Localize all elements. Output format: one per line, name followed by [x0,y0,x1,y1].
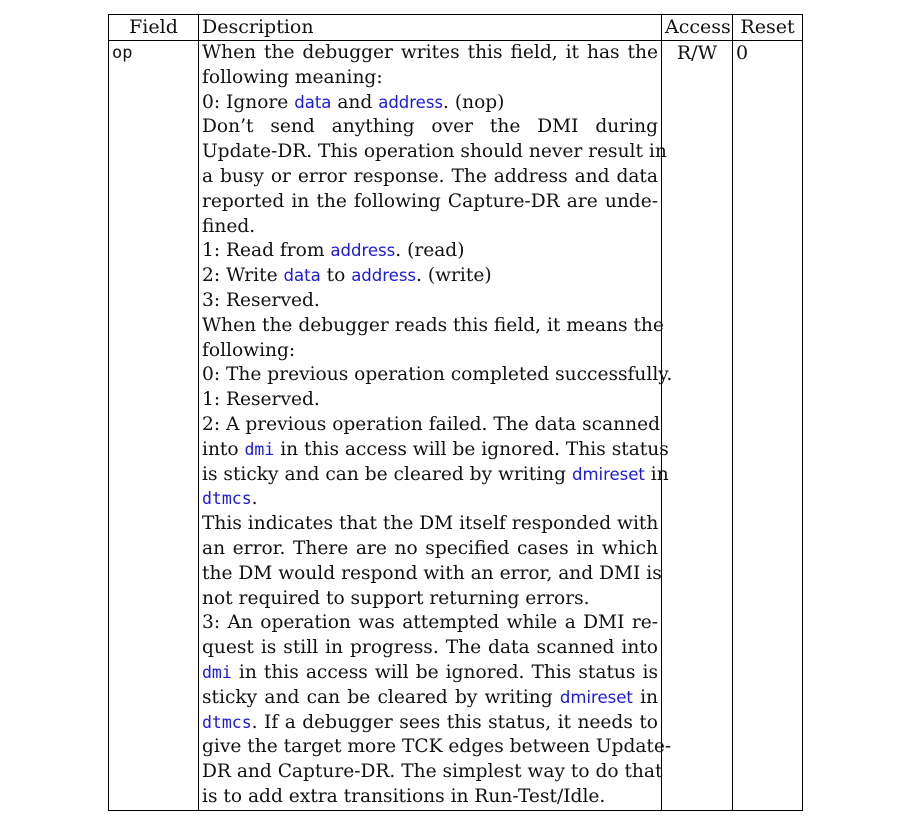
description-text: fined. [202,215,256,237]
description-text: sticky and can be cleared by writing [202,686,560,708]
description-line [202,711,658,736]
description-line [202,760,663,785]
description-line [202,388,658,413]
register-link[interactable]: data [294,92,332,112]
description-text: This indicates that the DM itself responded with [202,513,659,535]
description-text: quest is still in progress. The data scanned into [202,637,658,659]
register-link[interactable]: address [378,92,444,112]
description-text: 2: A previous operation failed. The data scanned [202,413,661,435]
description-line [202,363,673,388]
description-line [202,190,658,215]
description-text: 1: Reserved. [202,389,320,411]
description-text: . [251,488,258,510]
description-line [202,686,658,711]
description-line [202,413,661,438]
field-name: op [109,41,199,811]
header-reset: Reset [733,15,803,41]
header-row [109,15,803,41]
description-text: a busy or error response. The address and data [202,165,658,187]
description-line [202,289,658,314]
description-line [202,264,658,289]
register-link[interactable]: dtmcs [202,712,252,732]
register-link[interactable]: address [351,266,417,286]
register-link[interactable]: data [283,266,321,286]
description-line [202,66,658,91]
description-line [202,636,658,661]
description-text: . If a debugger sees this status, it needs to [251,711,658,733]
register-link[interactable]: dmireset [559,687,633,707]
description-line [202,487,658,512]
description-text: reported in the following Capture-DR are unde- [202,190,658,212]
description-text: . (nop) [443,91,505,113]
description-line [202,785,658,810]
header-field: Field [109,15,199,41]
description-text: 1: Read from [202,240,331,262]
register-link[interactable]: dtmcs [202,489,252,509]
description-line [202,115,658,140]
description-text: an error. There are no specified cases in which [202,537,658,559]
description-line [202,537,658,562]
description-line [202,661,658,686]
description-text: . (write) [416,265,492,287]
description-text: to [320,265,352,287]
description-line [202,438,669,463]
description-line [202,735,672,760]
description-text: is sticky and can be cleared by writing [202,463,572,485]
header-access: Access [662,15,733,41]
description-text: in this access will be ignored. This status [274,438,669,460]
description-text: following: [202,339,296,361]
description-line [202,587,658,612]
description-text: into [202,438,245,460]
description-text: 0: The previous operation completed successfully. [202,364,673,386]
description-text: give the target more TCK edges between Update- [202,736,672,758]
description-text: in this access will be ignored. This status is [231,661,658,683]
description-text: and [331,91,379,113]
description-line [202,215,658,240]
description-text: 0: Ignore [202,91,295,113]
description-text: 2: Write [202,265,284,287]
description-text: When the debugger writes this field, it has the [202,42,658,63]
description-line [202,239,658,264]
description-text: following meaning: [202,66,383,88]
register-field-table [108,14,803,811]
description-line [202,165,658,190]
description-line [202,91,658,116]
field-description [199,41,673,811]
description-text: is to add extra transitions in Run-Test/Idle. [202,785,606,807]
description-text: DR and Capture-DR. The simplest way to do that [202,761,663,783]
description-text: the DM would respond with an error, and DMI is [202,562,662,584]
description-line [202,41,658,66]
description-text: . (read) [395,240,465,262]
description-line [202,314,664,339]
register-link[interactable]: address [330,241,396,261]
field-access: R/W [662,41,733,811]
table-row [109,41,803,811]
field-reset-value: 0 [733,41,803,811]
description-text: 3: Reserved. [202,289,320,311]
description-line [202,140,667,165]
description-text: Don’t send anything over the DMI during [202,116,658,138]
description-text: in [632,686,658,708]
description-line [202,463,669,488]
description-text: 3: An operation was attempted while a DMI re- [202,612,658,634]
description-text: in [644,463,669,485]
description-text: not required to support returning errors. [202,587,590,609]
description-line [202,339,658,364]
description-line [202,562,662,587]
description-text: Update-DR. This operation should never result in [202,141,667,163]
description-line [202,611,658,636]
register-link[interactable]: dmireset [571,464,645,484]
register-link[interactable]: dmi [202,662,232,682]
header-description: Description [199,15,662,41]
register-link[interactable]: dmi [244,439,275,459]
description-text: When the debugger reads this field, it means the [202,314,664,336]
description-line [202,512,658,537]
